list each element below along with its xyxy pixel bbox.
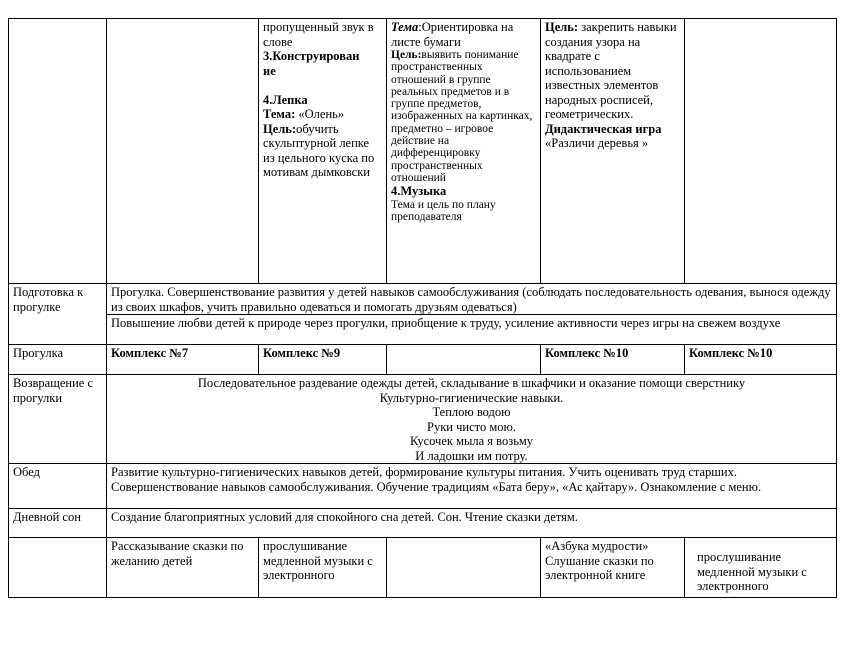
return-row xyxy=(9,375,837,464)
pattern-goal-text: закрепить навыки создания узора на квадрате с использованием известных элементов народных росписей, геометрических. xyxy=(545,20,677,121)
activities-row xyxy=(9,19,837,284)
modeling-topic-label: Тема: xyxy=(263,107,296,121)
modeling-heading: 4.Лепка xyxy=(263,92,308,107)
afternoon-cell-1: Рассказывание сказки по желанию детей xyxy=(107,538,259,598)
modeling-topic-value: «Олень» xyxy=(295,107,345,121)
lunch-text: Развитие культурно-гигиенических навыков детей, формирование культуры питания. Учить оценивать труд старших. Совершенствование навыков самообслуживания. Обучение традициям «Бата беру», «Ас қайтару». Ознакомление с меню. xyxy=(107,464,837,509)
activities-cell-2 xyxy=(259,19,387,284)
didactic-game-label: Дидактическая игра xyxy=(545,121,662,136)
walk-complex-2: Комплекс №9 xyxy=(259,345,387,375)
activities-cell-5 xyxy=(685,19,837,284)
music-heading: 4.Музыка xyxy=(391,184,447,199)
return-line-2: Культурно-гигиенические навыки. xyxy=(379,390,564,405)
walk-prep-text-1: Прогулка. Совершенствование развития у детей навыков самообслуживания (соблюдать последовательность одевания, вынося одежду из своих шкафов, учить правильно одеваться и помогать друзьям одеваться) xyxy=(107,284,837,315)
orientation-goal-text: выявить понимание пространственных отношений в группе реальных предметов и в группе предметов, изображенных на картинках, предметно – игровое действие на дифференцировку пространственных отношений xyxy=(391,49,533,184)
slow-music-text: прослушивание медленной музыки с электронного xyxy=(697,550,807,593)
return-line-6: И ладошки им потру. xyxy=(415,448,528,463)
afternoon-cell-2: прослушивание медленной музыки с электронного xyxy=(259,538,387,598)
walk-label: Прогулка xyxy=(9,345,107,375)
orientation-topic-label: Тема xyxy=(391,20,419,34)
activities-label-cell xyxy=(9,19,107,284)
return-line-4: Руки чисто мою. xyxy=(427,419,516,434)
wisdom-abc-text: «Азбука мудрости» xyxy=(545,539,649,553)
missing-sound-text-2: слове xyxy=(263,34,293,49)
nap-text: Создание благоприятных условий для спокойного сна детей. Сон. Чтение сказки детям. xyxy=(107,509,837,538)
walk-prep-row-1 xyxy=(9,284,837,315)
activities-cell-3 xyxy=(387,19,541,284)
return-label: Возвращение с прогулки xyxy=(9,375,107,464)
walk-prep-text-2: Повышение любви детей к природе через прогулки, приобщение к труду, усиление активности через игры на свежем воздухе xyxy=(107,315,837,345)
walk-row xyxy=(9,345,837,375)
activities-cell-1 xyxy=(107,19,259,284)
ebook-listening-text: Слушание сказки по электронной книге xyxy=(545,553,654,582)
walk-complex-3 xyxy=(387,345,541,375)
music-text: Тема и цель по плану преподавателя xyxy=(391,198,496,224)
walk-complex-5: Комплекс №10 xyxy=(685,345,837,375)
lunch-label: Обед xyxy=(9,464,107,509)
orientation-topic-value: :Ориентировка на листе бумаги xyxy=(391,20,514,49)
modeling-goal-label: Цель: xyxy=(263,121,297,136)
lunch-row xyxy=(9,464,837,509)
missing-sound-text: пропущенный звук в xyxy=(263,20,374,34)
construction-heading: 3.Конструирован xyxy=(263,49,360,63)
daily-plan-table xyxy=(8,18,837,598)
afternoon-cell-3 xyxy=(387,538,541,598)
afternoon-cell-5 xyxy=(685,538,837,598)
nap-row xyxy=(9,509,837,538)
walk-prep-row-2 xyxy=(9,315,837,345)
walk-prep-label: Подготовка к прогулке xyxy=(9,284,107,345)
return-text-cell xyxy=(107,375,837,464)
return-line-5: Кусочек мыла я возьму xyxy=(409,434,534,448)
walk-complex-1: Комплекс №7 xyxy=(107,345,259,375)
walk-complex-4: Комплекс №10 xyxy=(541,345,685,375)
nap-label: Дневной сон xyxy=(9,509,107,538)
afternoon-row xyxy=(9,538,837,598)
activities-cell-4 xyxy=(541,19,685,284)
afternoon-label xyxy=(9,538,107,598)
orientation-goal-label: Цель: xyxy=(391,49,422,61)
return-line-3: Теплою водою xyxy=(432,405,511,419)
didactic-game-text: «Различи деревья » xyxy=(545,136,649,150)
afternoon-cell-4 xyxy=(541,538,685,598)
construction-heading-2: ие xyxy=(263,63,276,78)
modeling-goal-text: обучить скульптурной лепке из цельного куска по мотивам дымковски xyxy=(263,121,375,179)
pattern-goal-label: Цель: xyxy=(545,20,579,34)
return-line-1: Последовательное раздевание одежды детей, складывание в шкафчики и оказание помощи сверстнику xyxy=(197,376,746,390)
